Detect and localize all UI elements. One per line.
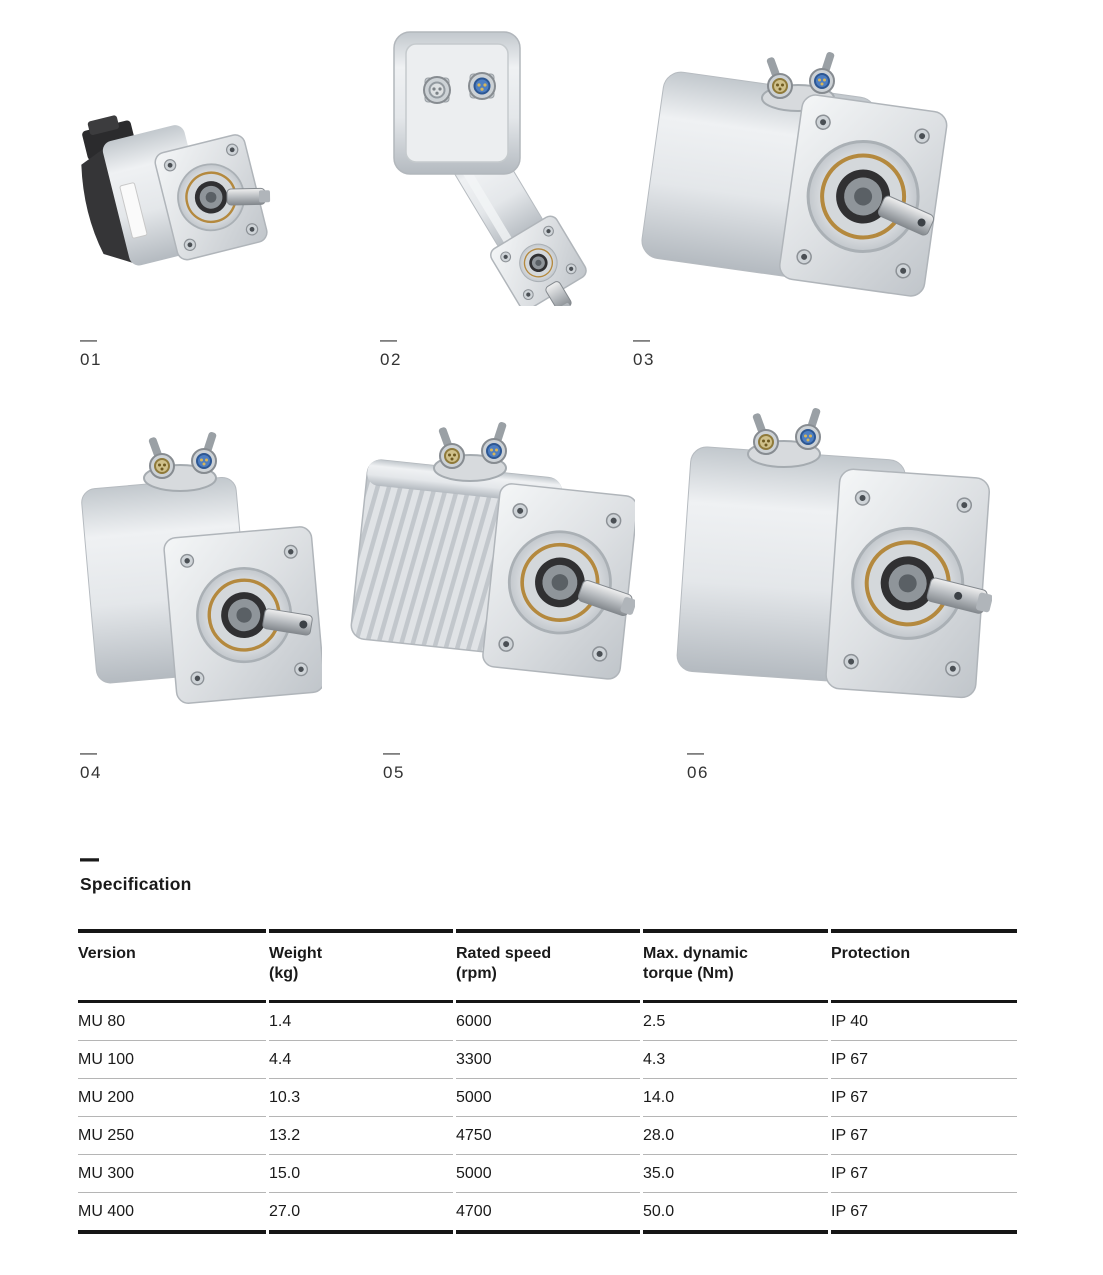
cell-weight: 10.3 xyxy=(269,1079,453,1117)
cell-protection: IP 67 xyxy=(831,1155,1017,1193)
cell-max-torque: 2.5 xyxy=(643,1003,828,1041)
cell-rated-speed: 5000 xyxy=(456,1155,640,1193)
motor-illustration-04-icon xyxy=(72,410,322,710)
table-row xyxy=(78,1155,1017,1193)
figure-number: 02 xyxy=(380,350,402,369)
cell-rated-speed: 3300 xyxy=(456,1041,640,1079)
cell-version: MU 100 xyxy=(78,1041,266,1079)
cell-max-torque: 4.3 xyxy=(643,1041,828,1079)
section-title: Specification xyxy=(80,874,192,894)
figure-number: 04 xyxy=(80,763,102,782)
cell-version: MU 300 xyxy=(78,1155,266,1193)
figure-number: 03 xyxy=(633,350,655,369)
figure-label-01 xyxy=(80,331,102,368)
motor-photo-03 xyxy=(638,42,948,307)
figure-label-04 xyxy=(80,744,102,781)
table-row xyxy=(78,1079,1017,1117)
figure-number: 06 xyxy=(687,763,709,782)
label-dash: — xyxy=(80,330,97,349)
cell-version: MU 80 xyxy=(78,1003,266,1041)
cell-weight: 27.0 xyxy=(269,1193,453,1234)
cell-rated-speed: 6000 xyxy=(456,1003,640,1041)
cell-rated-speed: 4700 xyxy=(456,1193,640,1234)
motor-photo-02 xyxy=(378,26,593,306)
column-header-max-torque: Max. dynamic torque (Nm) xyxy=(643,929,828,1003)
specification-table xyxy=(75,929,1020,1234)
motor-illustration-01-icon xyxy=(72,96,277,316)
column-header-weight: Weight (kg) xyxy=(269,929,453,1003)
label-dash: — xyxy=(383,743,400,762)
motor-illustration-05-icon xyxy=(350,408,635,713)
figure-label-03 xyxy=(633,331,655,368)
motor-illustration-03-icon xyxy=(638,42,948,307)
figure-number: 05 xyxy=(383,763,405,782)
motor-photo-06 xyxy=(672,402,992,717)
section-dash: — xyxy=(80,841,99,878)
table-row xyxy=(78,1117,1017,1155)
table-header-row xyxy=(78,929,1017,1003)
figure-label-02 xyxy=(380,331,402,368)
table-row xyxy=(78,1193,1017,1234)
motor-photo-04 xyxy=(72,410,322,710)
label-dash: — xyxy=(633,330,650,349)
cell-rated-speed: 5000 xyxy=(456,1079,640,1117)
cell-version: MU 400 xyxy=(78,1193,266,1234)
motor-photo-05 xyxy=(350,408,635,713)
label-dash: — xyxy=(80,743,97,762)
cell-version: MU 250 xyxy=(78,1117,266,1155)
column-header-protection: Protection xyxy=(831,929,1017,1003)
cell-rated-speed: 4750 xyxy=(456,1117,640,1155)
cell-max-torque: 50.0 xyxy=(643,1193,828,1234)
section-heading xyxy=(80,841,192,894)
label-dash: — xyxy=(687,743,704,762)
cell-weight: 1.4 xyxy=(269,1003,453,1041)
cell-protection: IP 40 xyxy=(831,1003,1017,1041)
cell-max-torque: 28.0 xyxy=(643,1117,828,1155)
motor-illustration-06-icon xyxy=(672,402,992,717)
table-row xyxy=(78,1041,1017,1079)
label-dash: — xyxy=(380,330,397,349)
cell-weight: 4.4 xyxy=(269,1041,453,1079)
cell-weight: 13.2 xyxy=(269,1117,453,1155)
cell-max-torque: 35.0 xyxy=(643,1155,828,1193)
column-header-version: Version xyxy=(78,929,266,1003)
figure-label-05 xyxy=(383,744,405,781)
cell-protection: IP 67 xyxy=(831,1193,1017,1234)
column-header-rated-speed: Rated speed (rpm) xyxy=(456,929,640,1003)
figure-label-06 xyxy=(687,744,709,781)
motor-photo-01 xyxy=(72,96,277,316)
cell-protection: IP 67 xyxy=(831,1117,1017,1155)
cell-protection: IP 67 xyxy=(831,1079,1017,1117)
cell-max-torque: 14.0 xyxy=(643,1079,828,1117)
cell-protection: IP 67 xyxy=(831,1041,1017,1079)
table-row xyxy=(78,1003,1017,1041)
cell-weight: 15.0 xyxy=(269,1155,453,1193)
figure-number: 01 xyxy=(80,350,102,369)
cell-version: MU 200 xyxy=(78,1079,266,1117)
motor-illustration-02-icon xyxy=(378,26,593,306)
